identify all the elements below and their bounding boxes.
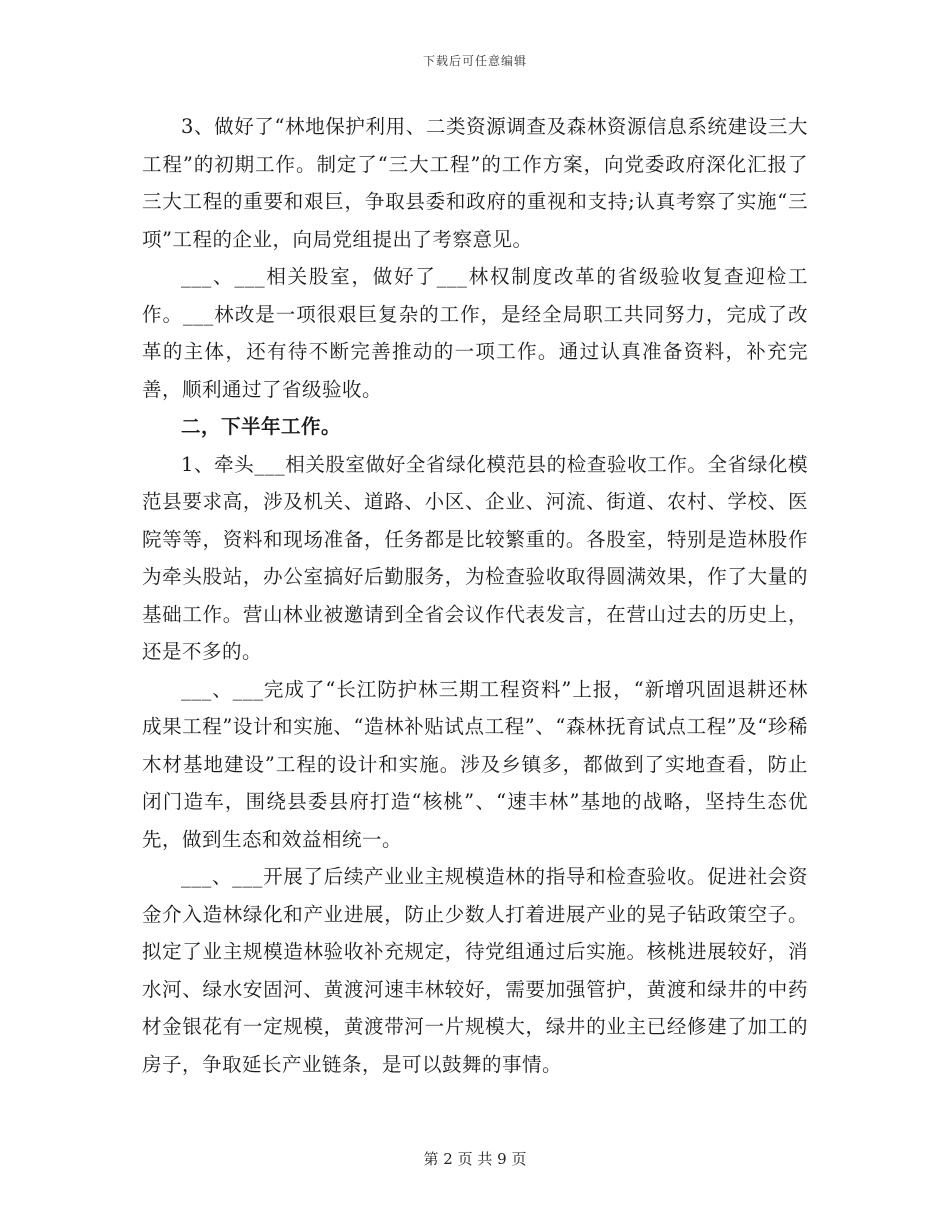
document-body (142, 108, 808, 1083)
paragraph-greening-county: 1、牵头___相关股室做好全省绿化模范县的检查验收工作。全省绿化模范县要求高，涉及机关、道路、小区、企业、河流、街道、农村、学校、医院等等，资料和现场准备，任务都是比较繁重的。各股室，特别是造林股作为牵头股站，办公室搞好后勤服务，为检查验收取得圆满效果，作了大量的基础工作。营山林业被邀请到全省会议作代表发言，在营山过去的历史上，还是不多的。 (142, 452, 808, 663)
page-number: 第 2 页 共 9 页 (423, 1150, 527, 1168)
paragraph-industry-afforestation: ___、___开展了后续产业业主规模造林的指导和检查验收。促进社会资金介入造林绿化和产业进展，防止少数人打着进展产业的晃子钻政策空子。拟定了业主规模造林验收补充规定，待党组通过后实施。核桃进展较好，消水河、绿水安固河、黄渡河速丰林较好，需要加强管护，黄渡和绿井的中药材金银花有一定规模，黄渡带河一片规模大，绿井的业主已经修建了加工的房子，争取延长产业链条，是可以鼓舞的事情。 (142, 865, 808, 1076)
section-heading-second-half: 二，下半年工作。 (181, 415, 342, 438)
paragraph-shelterbelt-projects: ___、___完成了“长江防护林三期工程资料”上报，“新增巩固退耕还林成果工程”设计和实施、“造林补贴试点工程”、“森林抚育试点工程”及“珍稀木材基地建设”工程的设计和实施。涉及乡镇多，都做到了实地查看，防止闭门造车，围绕县委县府打造“核桃”、“速丰林”基地的战略，坚持生态优先，做到生态和效益相统一。 (142, 677, 808, 851)
paragraph-three-projects: 3、做好了“林地保护利用、二类资源调查及森林资源信息系统建设三大工程”的初期工作。制定了“三大工程”的工作方案，向党委政府深化汇报了三大工程的重要和艰巨，争取县委和政府的重视和支持;认真考察了实施“三项”工程的企业，向局党组提出了考察意见。 (142, 115, 808, 251)
paragraph-forest-reform: ___、___相关股室，做好了___林权制度改革的省级验收复查迎检工作。___林改是一项很艰巨复杂的工作，是经全局职工共同努力，完成了改革的主体，还有待不断完善推动的一项工作。通过认真准备资料，补充完善，顺利通过了省级验收。 (142, 265, 808, 401)
page-header: 下载后可任意编辑 (422, 54, 527, 68)
